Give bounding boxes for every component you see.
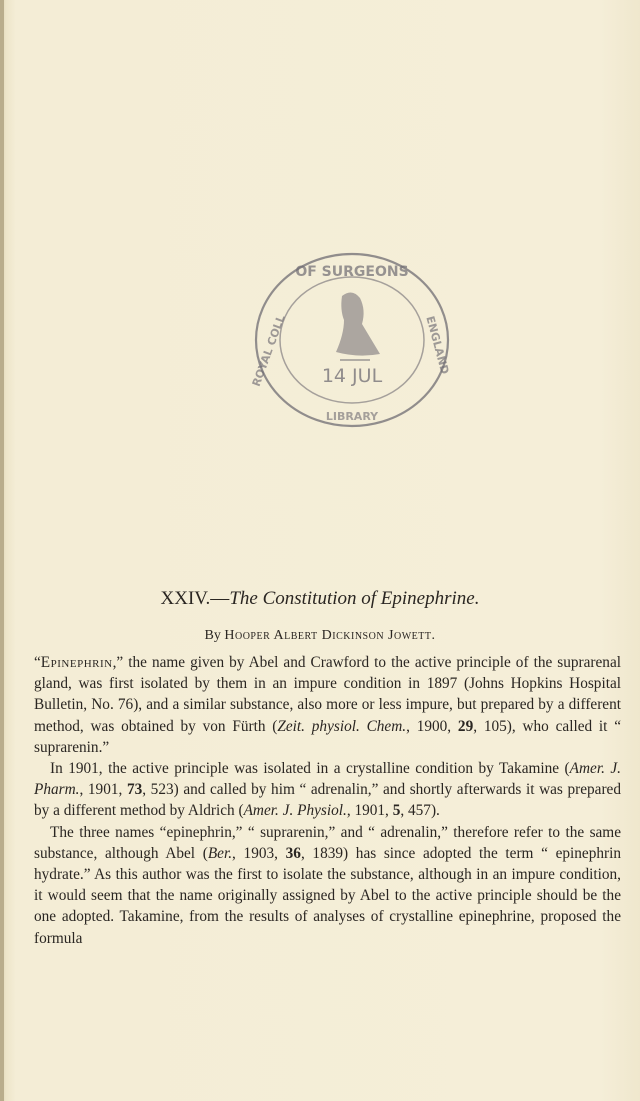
stamp-right-text: ENGLAND bbox=[423, 314, 452, 376]
p3-text-c: , 1839) has since adopted the term “ epinephrin hydrate.” As this author was the first to isolate the substance, although in an impure condition, it would seem that the name originally assigned by Abel to the active principle should be the one adopted. Takamine, from the results of analyses of crystalline epinephrine, proposed the formula bbox=[34, 844, 621, 947]
byline-prefix: By bbox=[204, 628, 225, 643]
p3-text-a: The three names “epinephrin,” “ suprarenin,” and “ adrenalin,” therefore refer to the same substance, although Abel ( bbox=[34, 823, 621, 862]
p1-text-b: , 1900, bbox=[406, 717, 458, 735]
p2-text-e: , 457). bbox=[400, 802, 440, 820]
p2-citation: Amer. J. Pharm. bbox=[34, 760, 622, 799]
p2-text-b: , 1901, bbox=[79, 781, 127, 799]
p1-text-c: , 105), who called it “ suprarenin.” bbox=[34, 717, 621, 756]
p3-text-b: , 1903, bbox=[232, 844, 286, 862]
stamp-left-text: ROYAL COLL bbox=[250, 313, 288, 389]
author-name: Hooper Albert Dickinson Jowett. bbox=[224, 628, 436, 643]
article-number: XXIV.— bbox=[160, 588, 230, 609]
p3-citation: Ber. bbox=[207, 844, 233, 862]
p1-term: Epinephrin bbox=[40, 654, 113, 671]
p2-citation-2: Amer. J. Physiol. bbox=[243, 802, 347, 820]
p2-text-d: , 1901, bbox=[346, 802, 393, 820]
p1-text-a: ,” the name given by Abel and Crawford to the active principle of the suprarenal gland, was first isolated by them in an impure condition in 1897 (Johns Hopkins Hospital Bulletin, No. 76), and a similar substance, also more or less impure, but prepared by a different method, was obtained by von Fürth ( bbox=[34, 654, 621, 735]
paragraph-1 bbox=[34, 652, 621, 758]
paragraph-3 bbox=[34, 822, 621, 949]
p2-text-a: In 1901, the active principle was isolated in a crystalline condition by Takamine ( bbox=[50, 760, 570, 778]
stamp-top-text: OF SURGEONS bbox=[295, 264, 409, 280]
article-title-text: The Constitution of Epinephrine. bbox=[229, 588, 480, 609]
stamp-graphic bbox=[250, 248, 455, 433]
stamp-date: 14 JUL bbox=[321, 365, 383, 387]
article-title bbox=[0, 588, 640, 610]
library-stamp bbox=[250, 248, 455, 433]
stamp-bottom-text: LIBRARY bbox=[325, 410, 379, 423]
p2-volume: 73 bbox=[126, 781, 143, 799]
p1-volume: 29 bbox=[457, 717, 474, 735]
article-body bbox=[34, 652, 621, 949]
p3-volume: 36 bbox=[285, 844, 301, 862]
p2-volume-2: 5 bbox=[392, 802, 401, 820]
paragraph-2 bbox=[34, 758, 621, 822]
p1-citation: Zeit. physiol. Chem. bbox=[277, 717, 407, 735]
p1-open-quote: “ bbox=[34, 654, 41, 671]
article-byline bbox=[0, 628, 640, 644]
p2-text-c: , 523) and called by him “ adrenalin,” and shortly afterwards it was prepared by a different method by Aldrich ( bbox=[34, 781, 621, 820]
binding-edge bbox=[0, 0, 4, 1101]
